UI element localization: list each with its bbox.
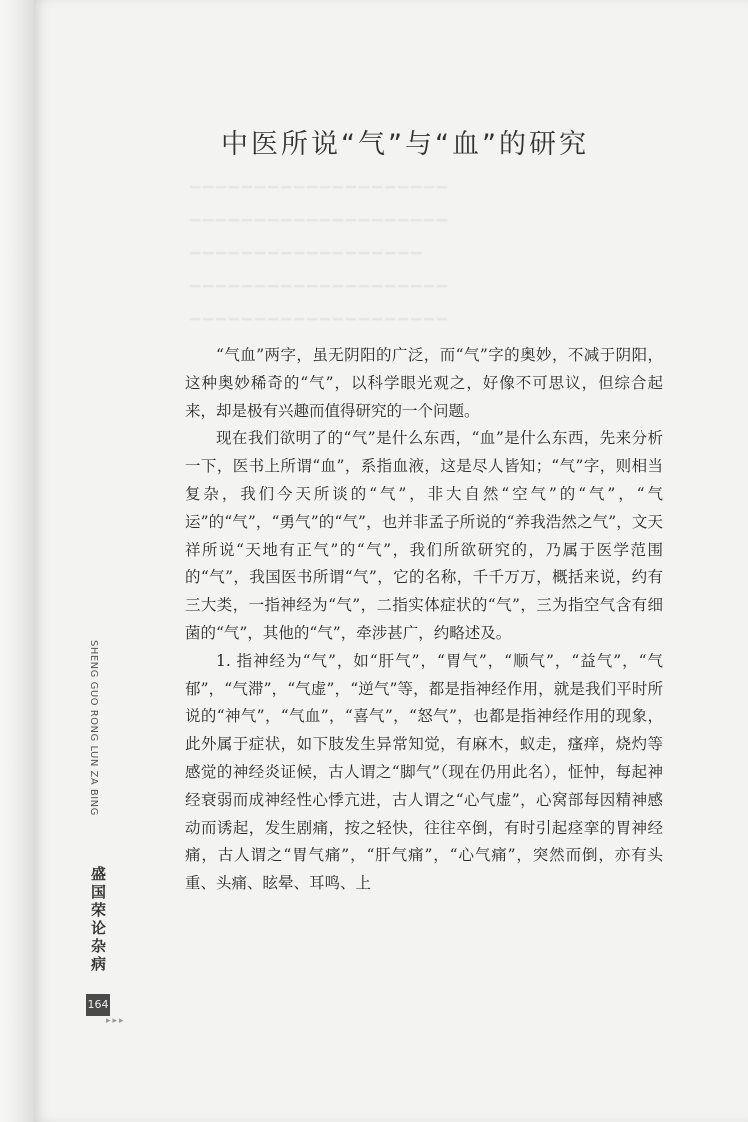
book-title: 盛国荣论杂病 xyxy=(89,866,107,974)
paragraph: 1. 指神经为“气”，如“肝气”，“胃气”，“顺气”，“益气”，“气郁”，“气滞”，“气虚”，“逆气”等，都是指神经作用，就是我们平时所说的“神气”，“气血”，“喜气”，“怒气”，也都是指神经作用的现象，此外属于症状，如下肢发生异常知觉，有麻木，蚁走，瘙痒，烧灼等感觉的神经炎证候，古人谓之“脚气”（现在仍用此名），怔忡，每起神经衰弱而成神经性心悸亢进，古人谓之“心气虚”，心窝部每因精神感动而诱起，发生剧痛，按之轻快，往往卒倒，有时引起痉挛的胃神经痛，古人谓之“胃气痛”，“肝气痛”，“心气痛”，突然而倒，亦有头重、头痛、眩晕、耳鸣、上 xyxy=(185,651,663,893)
body-text xyxy=(185,342,663,898)
book-title-pinyin: SHENG GUO RONG LUN ZA BING xyxy=(88,640,99,816)
arrow-icon: ▸▸▸ xyxy=(106,1016,126,1026)
page-edge xyxy=(0,0,34,1122)
paragraph: “气血”两字，虽无阴阳的广泛，而“气”字的奥妙，不减于阴阳，这种奥妙稀奇的“气”，以科学眼光观之，好像不可思议，但综合起来，却是极有兴趣而值得研究的一个问题。 xyxy=(185,346,663,420)
paragraph: 现在我们欲明了的“气”是什么东西，“血”是什么东西，先来分析一下，医书上所谓“血”，系指血液，这是尽人皆知；“气”字，则相当复杂，我们今天所谈的“气”，非大自然“空气”的“气”，“气运”的“气”，“勇气”的“气”，也并非孟子所说的“养我浩然之气”，文天祥所说“天地有正气”的“气”，我们所欲研究的，乃属于医学范围的“气”，我国医书所谓“气”，它的名称，千千万万，概括来说，约有三大类，一指神经为“气”，二指实体症状的“气”，三为指空气含有细菌的“气”，其他的“气”，牵涉甚广，约略述及。 xyxy=(185,429,663,642)
running-header xyxy=(88,640,116,974)
show-through-text: ▁▁▁▁▁▁▁▁▁▁▁▁▁▁▁▁▁▁▁▁ ▁▁▁▁▁▁▁▁▁▁▁▁▁▁▁▁▁▁▁▁ ▁▁▁▁▁▁▁▁▁▁▁▁▁▁▁▁▁▁ ▁▁▁▁▁▁▁▁▁▁▁▁▁▁▁▁▁▁▁▁ ▁▁▁▁▁▁▁▁▁▁▁▁▁▁▁▁▁▁▁▁ xyxy=(190,174,450,321)
chapter-title: 中医所说“气”与“血”的研究 xyxy=(221,129,589,160)
page-number: 164 xyxy=(86,994,110,1016)
